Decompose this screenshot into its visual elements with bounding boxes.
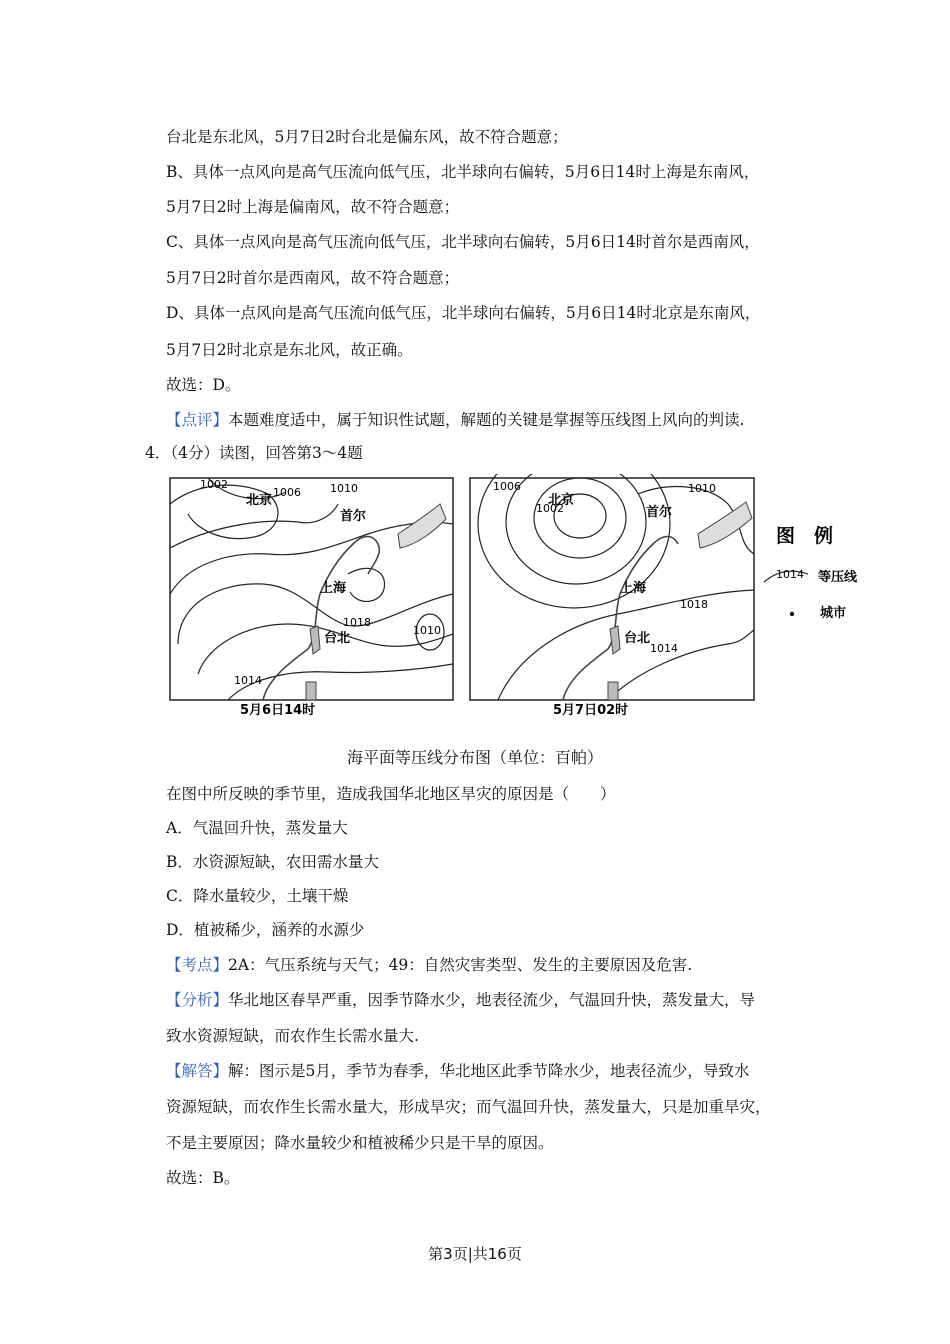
answer-line: 故选：D。: [166, 376, 241, 394]
kaodian-line: [166, 955, 692, 975]
city-label: 北京: [246, 493, 273, 508]
fenxi-tag: 【分析】: [166, 991, 229, 1009]
text-line: 致水资源短缺，而农作生长需水量大.: [166, 1027, 419, 1045]
jieda-line: [166, 1061, 749, 1081]
option-a: A．气温回升快，蒸发量大: [166, 819, 348, 837]
page-footer: 第3页|共16页: [428, 1245, 522, 1263]
isobar-maps: [168, 474, 868, 724]
text-line: 不是主要原因；降水量较少和植被稀少只是干旱的原因。: [166, 1134, 554, 1152]
city-label: 上海: [620, 581, 647, 596]
city-label: 台北: [324, 631, 351, 646]
jieda-text: 解：图示是5月，季节为春季，华北地区此季节降水少，地表径流少，导致水: [228, 1062, 750, 1080]
kaodian-text: 2A：气压系统与天气；49：自然灾害类型、发生的主要原因及危害.: [228, 956, 693, 974]
jieda-tag: 【解答】: [166, 1062, 229, 1080]
question-prompt: 在图中所反映的季节里，造成我国华北地区旱灾的原因是（ ）: [166, 785, 616, 803]
city-label: 首尔: [340, 509, 367, 524]
map-legend: [764, 524, 858, 621]
legend-city-label: 城市: [820, 606, 847, 621]
text-line: 5月7日2时北京是东北风，故正确。: [166, 341, 413, 359]
isobar-label: 1018: [343, 616, 371, 629]
legend-title: 图 例: [776, 525, 834, 547]
isobar-label: 1010: [330, 482, 358, 495]
comment-tag: 【点评】: [166, 411, 229, 429]
isobar-label: 1014: [234, 674, 262, 687]
map-time-label: 5月6日14时: [240, 703, 316, 718]
isobar-label: 1010: [688, 482, 716, 495]
city-label: 北京: [548, 493, 575, 508]
text-line: C、具体一点风向是高气压流向低气压，北半球向右偏转，5月6日14时首尔是西南风，: [166, 233, 760, 251]
isobar-figure: [168, 474, 868, 724]
comment-text: 本题难度适中，属于知识性试题，解题的关键是掌握等压线图上风向的判读.: [228, 411, 745, 429]
kaodian-tag: 【考点】: [166, 956, 229, 974]
isobar-label: 1014: [650, 642, 678, 655]
answer-line: 故选：B。: [166, 1169, 240, 1187]
map-time-label: 5月7日02时: [553, 703, 629, 718]
city-dot-icon: [790, 612, 794, 616]
city-label: 上海: [320, 581, 347, 596]
text-line: D、具体一点风向是高气压流向低气压，北半球向右偏转，5月6日14时北京是东南风，: [166, 304, 761, 322]
isobar-label: 1002: [536, 502, 564, 515]
isobar-label: 1006: [273, 486, 301, 499]
city-label: 台北: [624, 631, 651, 646]
isobar-label: 1018: [680, 598, 708, 611]
text-line: 5月7日2时上海是偏南风，故不符合题意；: [166, 198, 460, 216]
option-b: B．水资源短缺，农田需水量大: [166, 853, 379, 871]
comment-line: [166, 410, 744, 430]
text-line: 5月7日2时首尔是西南风，故不符合题意；: [166, 269, 460, 287]
text-line: B、具体一点风向是高气压流向低气压，北半球向右偏转，5月6日14时上海是东南风，: [166, 163, 760, 181]
option-d: D．植被稀少，涵养的水源少: [166, 921, 365, 939]
fenxi-line: [166, 990, 755, 1010]
text-line: 资源短缺，而农作生长需水量大，形成旱灾；而气温回升快，蒸发量大，只是加重旱灾，: [166, 1098, 771, 1116]
map-may6: [170, 478, 453, 718]
legend-isobar-label: 等压线: [818, 570, 858, 585]
city-label: 首尔: [646, 505, 673, 520]
fenxi-text: 华北地区春旱严重，因季节降水少，地表径流少，气温回升快，蒸发量大，导: [228, 991, 756, 1009]
figure-caption: 海平面等压线分布图（单位：百帕）: [346, 748, 603, 767]
legend-isobar-value: 1014: [776, 568, 804, 581]
isobar-label: 1006: [493, 480, 521, 493]
text-line: 台北是东北风，5月7日2时台北是偏东风，故不符合题意；: [166, 128, 568, 146]
question-heading: 4．（4分）读图，回答第3～4题: [145, 444, 363, 462]
map-may7: [470, 474, 754, 718]
isobar-label: 1010: [413, 624, 441, 637]
option-c: C．降水量较少，土壤干燥: [166, 887, 349, 905]
isobar-label: 1002: [200, 478, 228, 491]
